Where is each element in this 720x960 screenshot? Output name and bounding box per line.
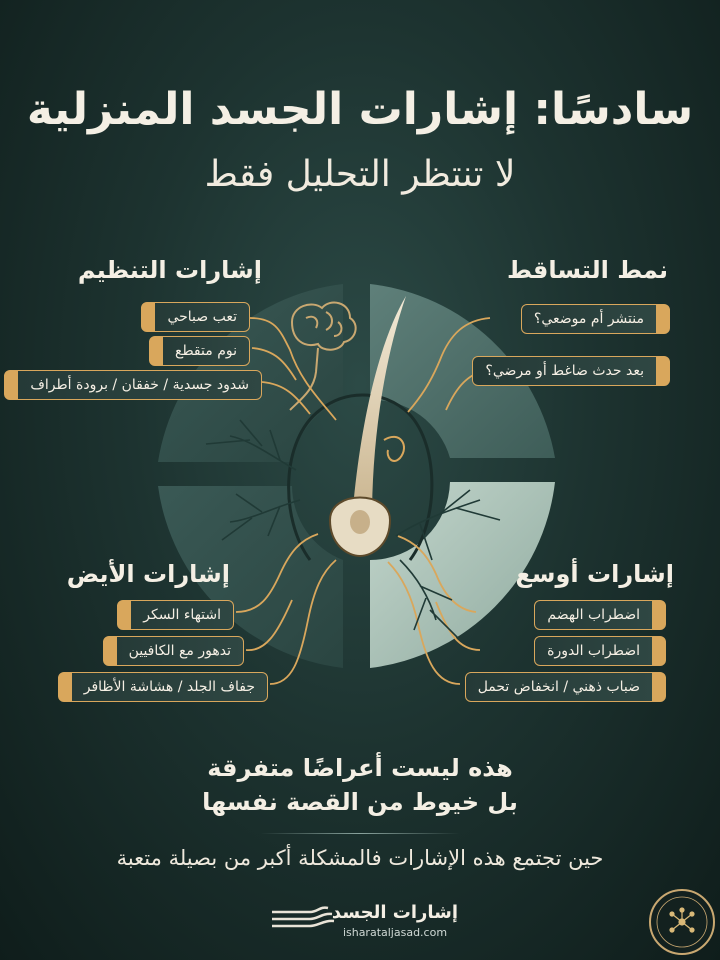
page-subtitle: لا تنتظر التحليل فقط xyxy=(204,154,516,195)
metabolism-item-1: اشتهاء السكر xyxy=(117,600,234,630)
metabolism-item-3: جفاف الجلد / هشاشة الأظافر xyxy=(58,672,268,702)
regulation-item-3: شدود جسدية / خفقان / برودة أطراف xyxy=(4,370,262,400)
brand-wave-icon xyxy=(270,904,336,934)
footer-line-1: هذه ليست أعراضًا متفرقة xyxy=(207,754,513,782)
section-title-metabolism: إشارات الأيض xyxy=(66,560,230,588)
page-title: سادسًا: إشارات الجسد المنزلية xyxy=(26,84,694,135)
footer-divider xyxy=(260,833,460,834)
footer-line-2: بل خيوط من القصة نفسها xyxy=(202,788,518,816)
footer-line-3: حين تجتمع هذه الإشارات فالمشكلة أكبر من بصيلة متعبة xyxy=(116,846,604,870)
section-title-shedding: نمط التساقط xyxy=(506,256,668,284)
shedding-item-2: بعد حدث ضاغط أو مرضي؟ xyxy=(472,356,670,386)
section-title-broader: إشارات أوسع xyxy=(515,560,674,588)
regulation-item-2: نوم متقطع xyxy=(149,336,250,366)
broader-item-3: ضباب ذهني / انخفاض تحمل xyxy=(465,672,666,702)
broader-item-2: اضطراب الدورة xyxy=(534,636,666,666)
metabolism-item-2: تدهور مع الكافيين xyxy=(103,636,244,666)
seal-logo xyxy=(648,888,716,956)
regulation-item-1: تعب صباحي xyxy=(141,302,250,332)
brand-name: إشارات الجسد xyxy=(331,902,459,923)
brand-url: isharataljasad.com xyxy=(342,926,448,939)
shedding-item-1: منتشر أم موضعي؟ xyxy=(521,304,670,334)
section-title-regulation: إشارات التنظيم xyxy=(77,256,262,284)
broader-item-1: اضطراب الهضم xyxy=(534,600,666,630)
